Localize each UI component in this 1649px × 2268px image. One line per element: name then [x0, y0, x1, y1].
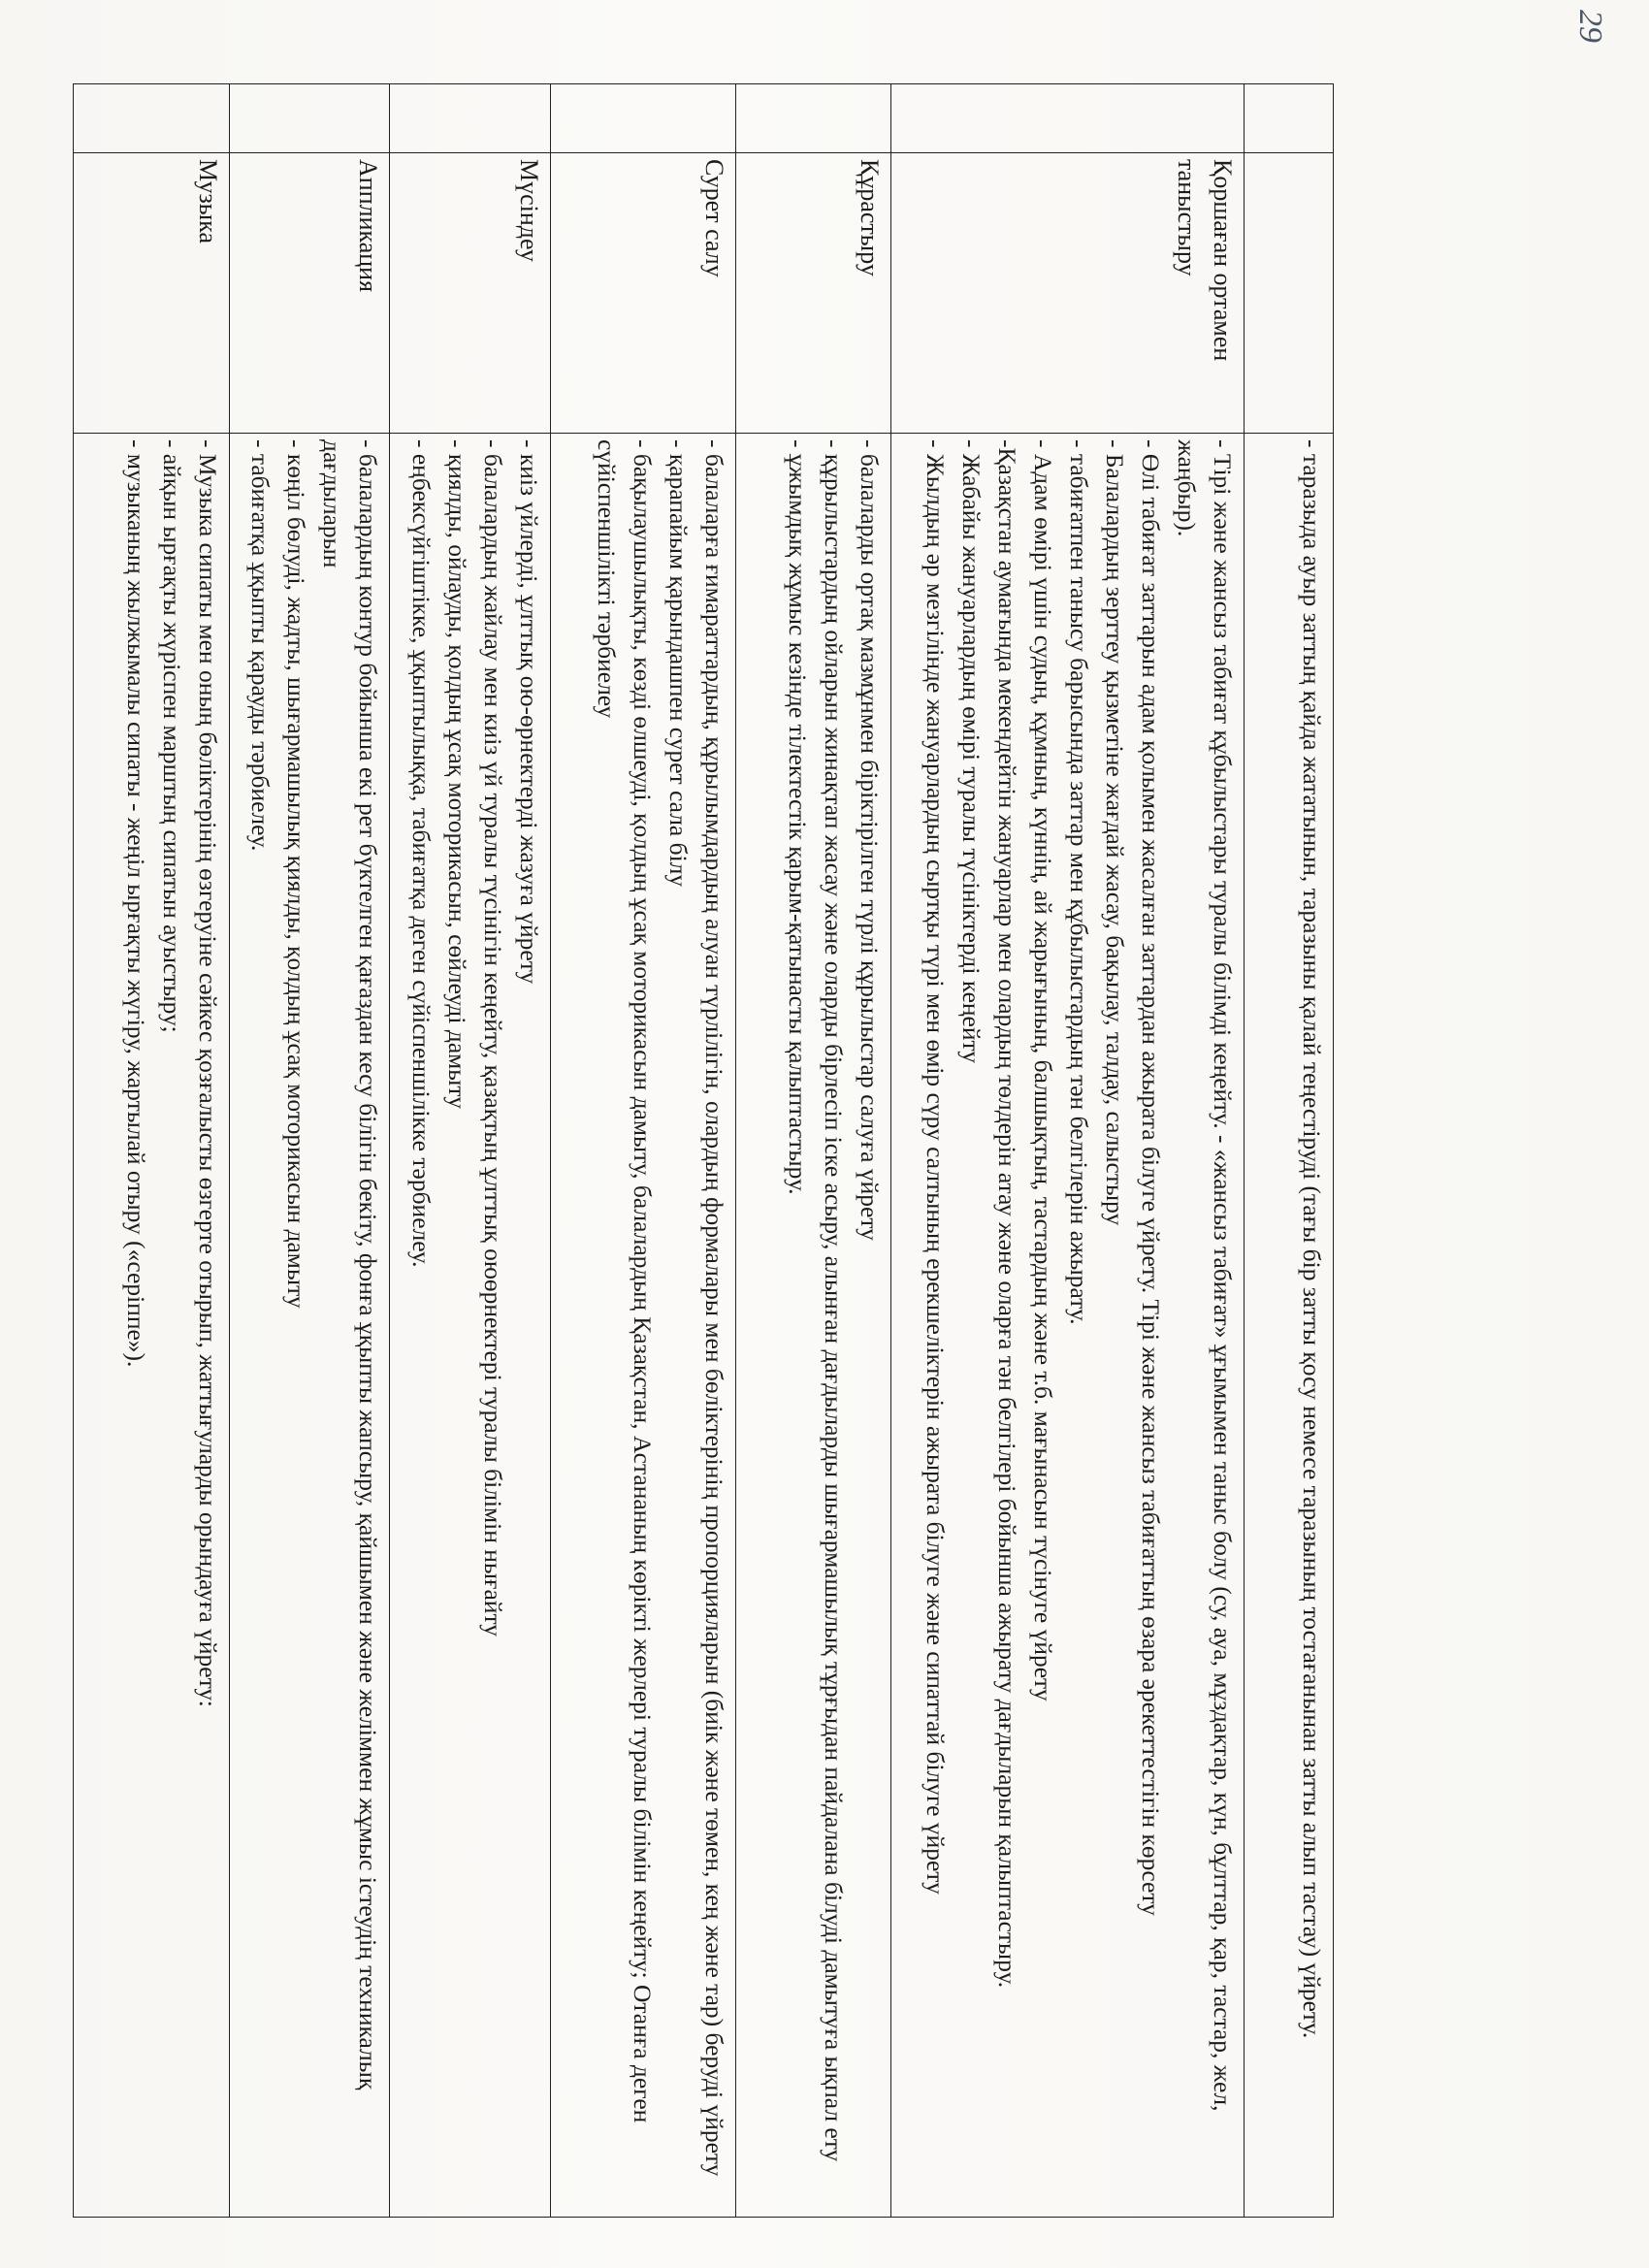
table-row — [891, 84, 1245, 2218]
rotated-table-wrapper — [73, 83, 1334, 2179]
table-row — [390, 84, 551, 2218]
content-line: - табиғатқа ұқыпты қарауды тәрбиелеу. — [246, 439, 275, 852]
content-line: - қиялды, ойлауды, қолдың ұсақ моторикасын, сөйлеуді дамыту — [443, 439, 472, 1109]
content-line: - Музыка сипаты мен оның бөліктерінің өзгеруіне сәйкес қозғалысты өзгерте отырып, жаттығуларды орындауға үйрету: — [193, 439, 222, 1707]
content-line: - еңбексүйгіштікке, ұқыптылыққа, табиғатқа деген сүйіспеншілікке тәрбиелеу. — [407, 439, 436, 1268]
content-cell — [1244, 434, 1333, 2218]
section-cell: Аппликация — [229, 153, 390, 434]
empty-cell — [891, 84, 1245, 153]
empty-cell — [1244, 84, 1333, 153]
content-cell — [735, 434, 891, 2218]
content-line: - құрылыстардың ойларын жинақтап жасау және оларды бірлесіп іске асыру, алынған дағдыларды шығармашылық тұрғыдан пайдалана білуді дамытуға ықпал ету — [820, 439, 849, 2162]
content-cell — [551, 434, 735, 2218]
section-cell: Сурет салу — [551, 153, 735, 434]
content-line: - музыканың жылжымалы сипаты - жеңіл ырғақты жүгіру, жартылай отыру («серіппе»). — [121, 439, 150, 1368]
section-cell: Құрастыру — [735, 153, 891, 434]
content-line: - балаларды ортақ мазмұнмен біріктірілген түрлі құрылыстар салуға үйрету — [856, 439, 885, 1241]
content-line: - балалардың жайлау мен киіз үй туралы түсінігін кеңейту, қазақтың ұлттық оюөрнектері туралы білімін нығайту — [479, 439, 508, 1637]
table-row — [74, 84, 230, 2218]
content-line: - ұжымдық жұмыс кезінде тілектестік қарым-қатынасты қалыптастыру. — [784, 439, 813, 1195]
content-line: - Өлі табиғат заттарын адам қолымен жасалған заттардан ажырата білуге үйрету. Тірі және жансыз табиғаттың өзара әрекеттестігін көрсету — [1136, 439, 1165, 1916]
content-line: - айқын ырғақты жүріспен марштың сипатын ауыстыру; — [157, 439, 186, 1033]
empty-cell — [74, 84, 230, 153]
section-cell: Қоршаған ортамен таныстыру — [891, 153, 1245, 434]
empty-cell — [390, 84, 551, 153]
content-line: - Жабайы жануарлардың өмірі туралы түсініктерді кеңейту — [956, 439, 986, 1064]
empty-cell — [551, 84, 735, 153]
page-number: 29 — [1572, 10, 1608, 43]
content-line: - табиғатпен танысу барысында заттар мен құбылыстардың тән белгілерін ажырату. — [1064, 439, 1093, 1325]
table-row — [551, 84, 735, 2218]
table-row — [735, 84, 891, 2218]
table-row — [229, 84, 390, 2218]
content-line: - бақылаушылықты, көзді өлшеуді, қолдың ұсақ моторикасын дамыту, балалардың Қазақстан, Астананың көрікті жерлері туралы білімін кеңейту; Отанға деген сүйіспеншілікті тәрбиелеу — [592, 439, 657, 2123]
content-line: - балаларға ғимараттардың, құрылымдардың алуан түрлілігін, олардың формалары мен бөліктерінің пропорцияларын (биік және төмен, кең және тар) беруді үйрету — [699, 439, 728, 2177]
content-line: - таразыда ауыр заттың қайда жататынын, таразыны қалай теңестіруді (тағы бір затты қосу немесе таразының тостағанынан затты алып тастау) үйрету. — [1298, 439, 1326, 2039]
section-cell: Музыка — [74, 153, 230, 434]
content-line: - Жылдың әр мезгілінде жануарлардың сыртқы түрі мен өмір сүру салтының ерекшеліктерін ажырата білуге және сипаттай білуге үйрету — [921, 439, 950, 1895]
section-cell: Мүсіндеу — [390, 153, 551, 434]
content-line: - қарапайым қарындашпен сурет сала білу — [663, 439, 693, 888]
content-line: - балалардың контур бойынша екі рет бүктелген қағаздан кесу білігін бекіту, фонға ұқыпты жапсыру, қайшымен және желіммен жұмыс істеудің техникалық дағдыларын — [318, 439, 383, 2090]
curriculum-table — [73, 83, 1334, 2218]
content-line: - көңіл бөлуді, жадты, шығармашылық қиялды, қолдың ұсақ моторикасын дамыту — [282, 439, 311, 1309]
content-cell — [229, 434, 390, 2218]
content-line: - Тірі және жансыз табиғат құбылыстары туралы білімді кеңейту. - «жансыз табиғат» ұғымымен таныс болу (су, ауа, мұздақтар, күн, бұлттар, қар, тастар, жел, жаңбыр). — [1172, 439, 1237, 2112]
content-line: - киіз үйлерді, ұлттық ою-өрнектерді жазуға үйрету — [515, 439, 544, 985]
empty-cell — [229, 84, 390, 153]
content-line: - Балалардың зерттеу қызметіне жағдай жасау, бақылау, талдау, салыстыру — [1100, 439, 1129, 1226]
content-line: -Қазақстан аумағында мекендейтін жануарлар мен олардың төлдерін атау және оларға тән белгілері бойынша ажырату дағдыларын қалыптастыру. — [992, 439, 1021, 1989]
empty-cell — [735, 84, 891, 153]
content-line: - Адам өмірі үшін судың, құмның, күннің, ай жарығының, балшықтың, тастардың және т.б. мағынасын түсінуге үйрету — [1028, 439, 1057, 1701]
content-cell — [390, 434, 551, 2218]
content-cell — [74, 434, 230, 2218]
content-cell — [891, 434, 1245, 2218]
table-row — [1244, 84, 1333, 2218]
section-cell — [1244, 153, 1333, 434]
